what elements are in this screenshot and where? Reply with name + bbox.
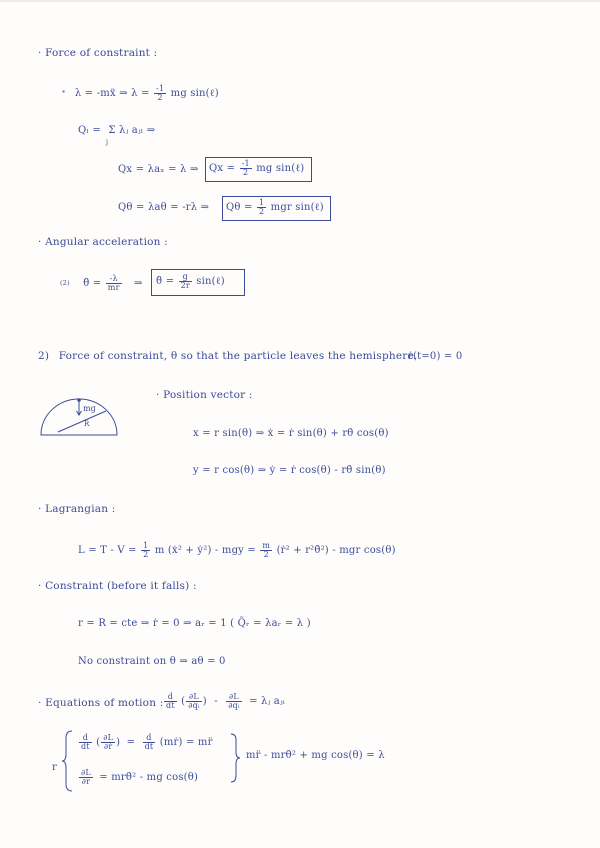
qx-result: Qx = $\frac{-1}{2}$ mg sin(ℓ) [209, 159, 305, 177]
lambda-eq-tail: mg sin(ℓ) [170, 87, 219, 99]
constraint-heading: · Constraint (before it falls) : [38, 580, 197, 592]
part2-heading [38, 351, 417, 362]
generalized-force-equation [78, 126, 155, 136]
x-equation: x = r sin(θ) ⇒ ẋ = ṙ sin(θ) + rθ̇ cos(θ) [193, 428, 389, 439]
page-top-edge [0, 0, 600, 2]
radius-label: R [84, 420, 90, 428]
no-constraint-theta: No constraint on θ ⇒ aθ = 0 [78, 656, 226, 667]
lagrangian-equation: L = T - V = $\frac{1}{2}$ m (ẋ² + ẏ²) - mgy = $\frac{m}{2}$ (ṙ² + r²θ̇²) - mgr cos(θ) [78, 541, 396, 559]
y-equation: y = r cos(θ) ⇒ ẏ = ṙ cos(θ) - rθ̇ sin(θ) [193, 465, 386, 476]
theta-dd-result: θ̈ = $\frac{g}{2r}$ sin(ℓ) [156, 272, 225, 290]
generalized-force-sum: Σ λⱼ aⱼₗ ⇒ [108, 125, 156, 136]
angular-acceleration-heading: · Angular acceleration : [38, 236, 168, 248]
r-side-label: r [52, 762, 57, 773]
eom-r-result: mr̈ - mrθ̇² + mg cos(θ) = λ [246, 750, 385, 761]
euler-lagrange-general: $\frac{d}{dt}$ ( $\frac{\partial L}{\text{∂q̇ᵢ}}$ ) - $\frac{\partial L}{\text{∂qᵢ}}$ = λⱼ aⱼᵢ [166, 692, 285, 710]
equations-of-motion-heading: · Equations of motion : [38, 697, 164, 709]
initial-condition: ṙ(t=0) = 0 [408, 351, 463, 362]
generalized-force-lhs: Qₗ = [78, 125, 101, 136]
part2-number: 2) [38, 350, 50, 362]
lambda-eq-text: λ = -mẍ ⇒ λ = [74, 87, 150, 99]
radius-line [58, 411, 106, 432]
right-brace [230, 733, 240, 783]
qx-equation: Qx = λaₓ = λ ⇒ [118, 164, 199, 175]
force-of-constraint-heading: · Force of constraint : [38, 47, 158, 59]
lambda-fraction: $\frac{-1}{2}$ [156, 84, 165, 102]
sum-index: j [106, 138, 109, 146]
position-vector-heading: · Position vector : [156, 389, 253, 401]
eom-r-row1: $\frac{d}{dt}$ ( $\frac{\partial L}{\text{∂ṙ}}$ ) = $\frac{d}{dt}$ (mṙ) = mr̈ [81, 733, 213, 751]
lagrangian-heading: · Lagrangian : [38, 503, 116, 515]
r-constraint-equation: r = R = cte ⇒ ṙ = 0 ⇒ aᵣ = 1 ( Q̃ᵣ = λaᵣ = λ ) [78, 618, 311, 629]
lambda-equation [62, 85, 219, 102]
hemisphere-figure [40, 397, 120, 437]
part2-text: Force of constraint, θ so that the particle leaves the hemisphere. [58, 350, 418, 362]
qtheta-equation: Qθ = λaθ = -rλ ⇒ [118, 202, 210, 213]
equation-tag: (2) [60, 279, 70, 288]
eom-r-row2: $\frac{\partial L}{\partial r}$ = mrθ̇² - mg cos(θ) [81, 768, 199, 786]
bullet-mark: * [62, 89, 66, 98]
mg-label: mg [83, 404, 96, 413]
theta-dd-equation: (2) θ̈ = $\frac{-\lambda}{mr}$ ⇒ [60, 274, 143, 292]
qtheta-result: Qθ = $\frac{1}{2}$ mgr sin(ℓ) [226, 198, 324, 216]
left-brace [62, 730, 74, 792]
